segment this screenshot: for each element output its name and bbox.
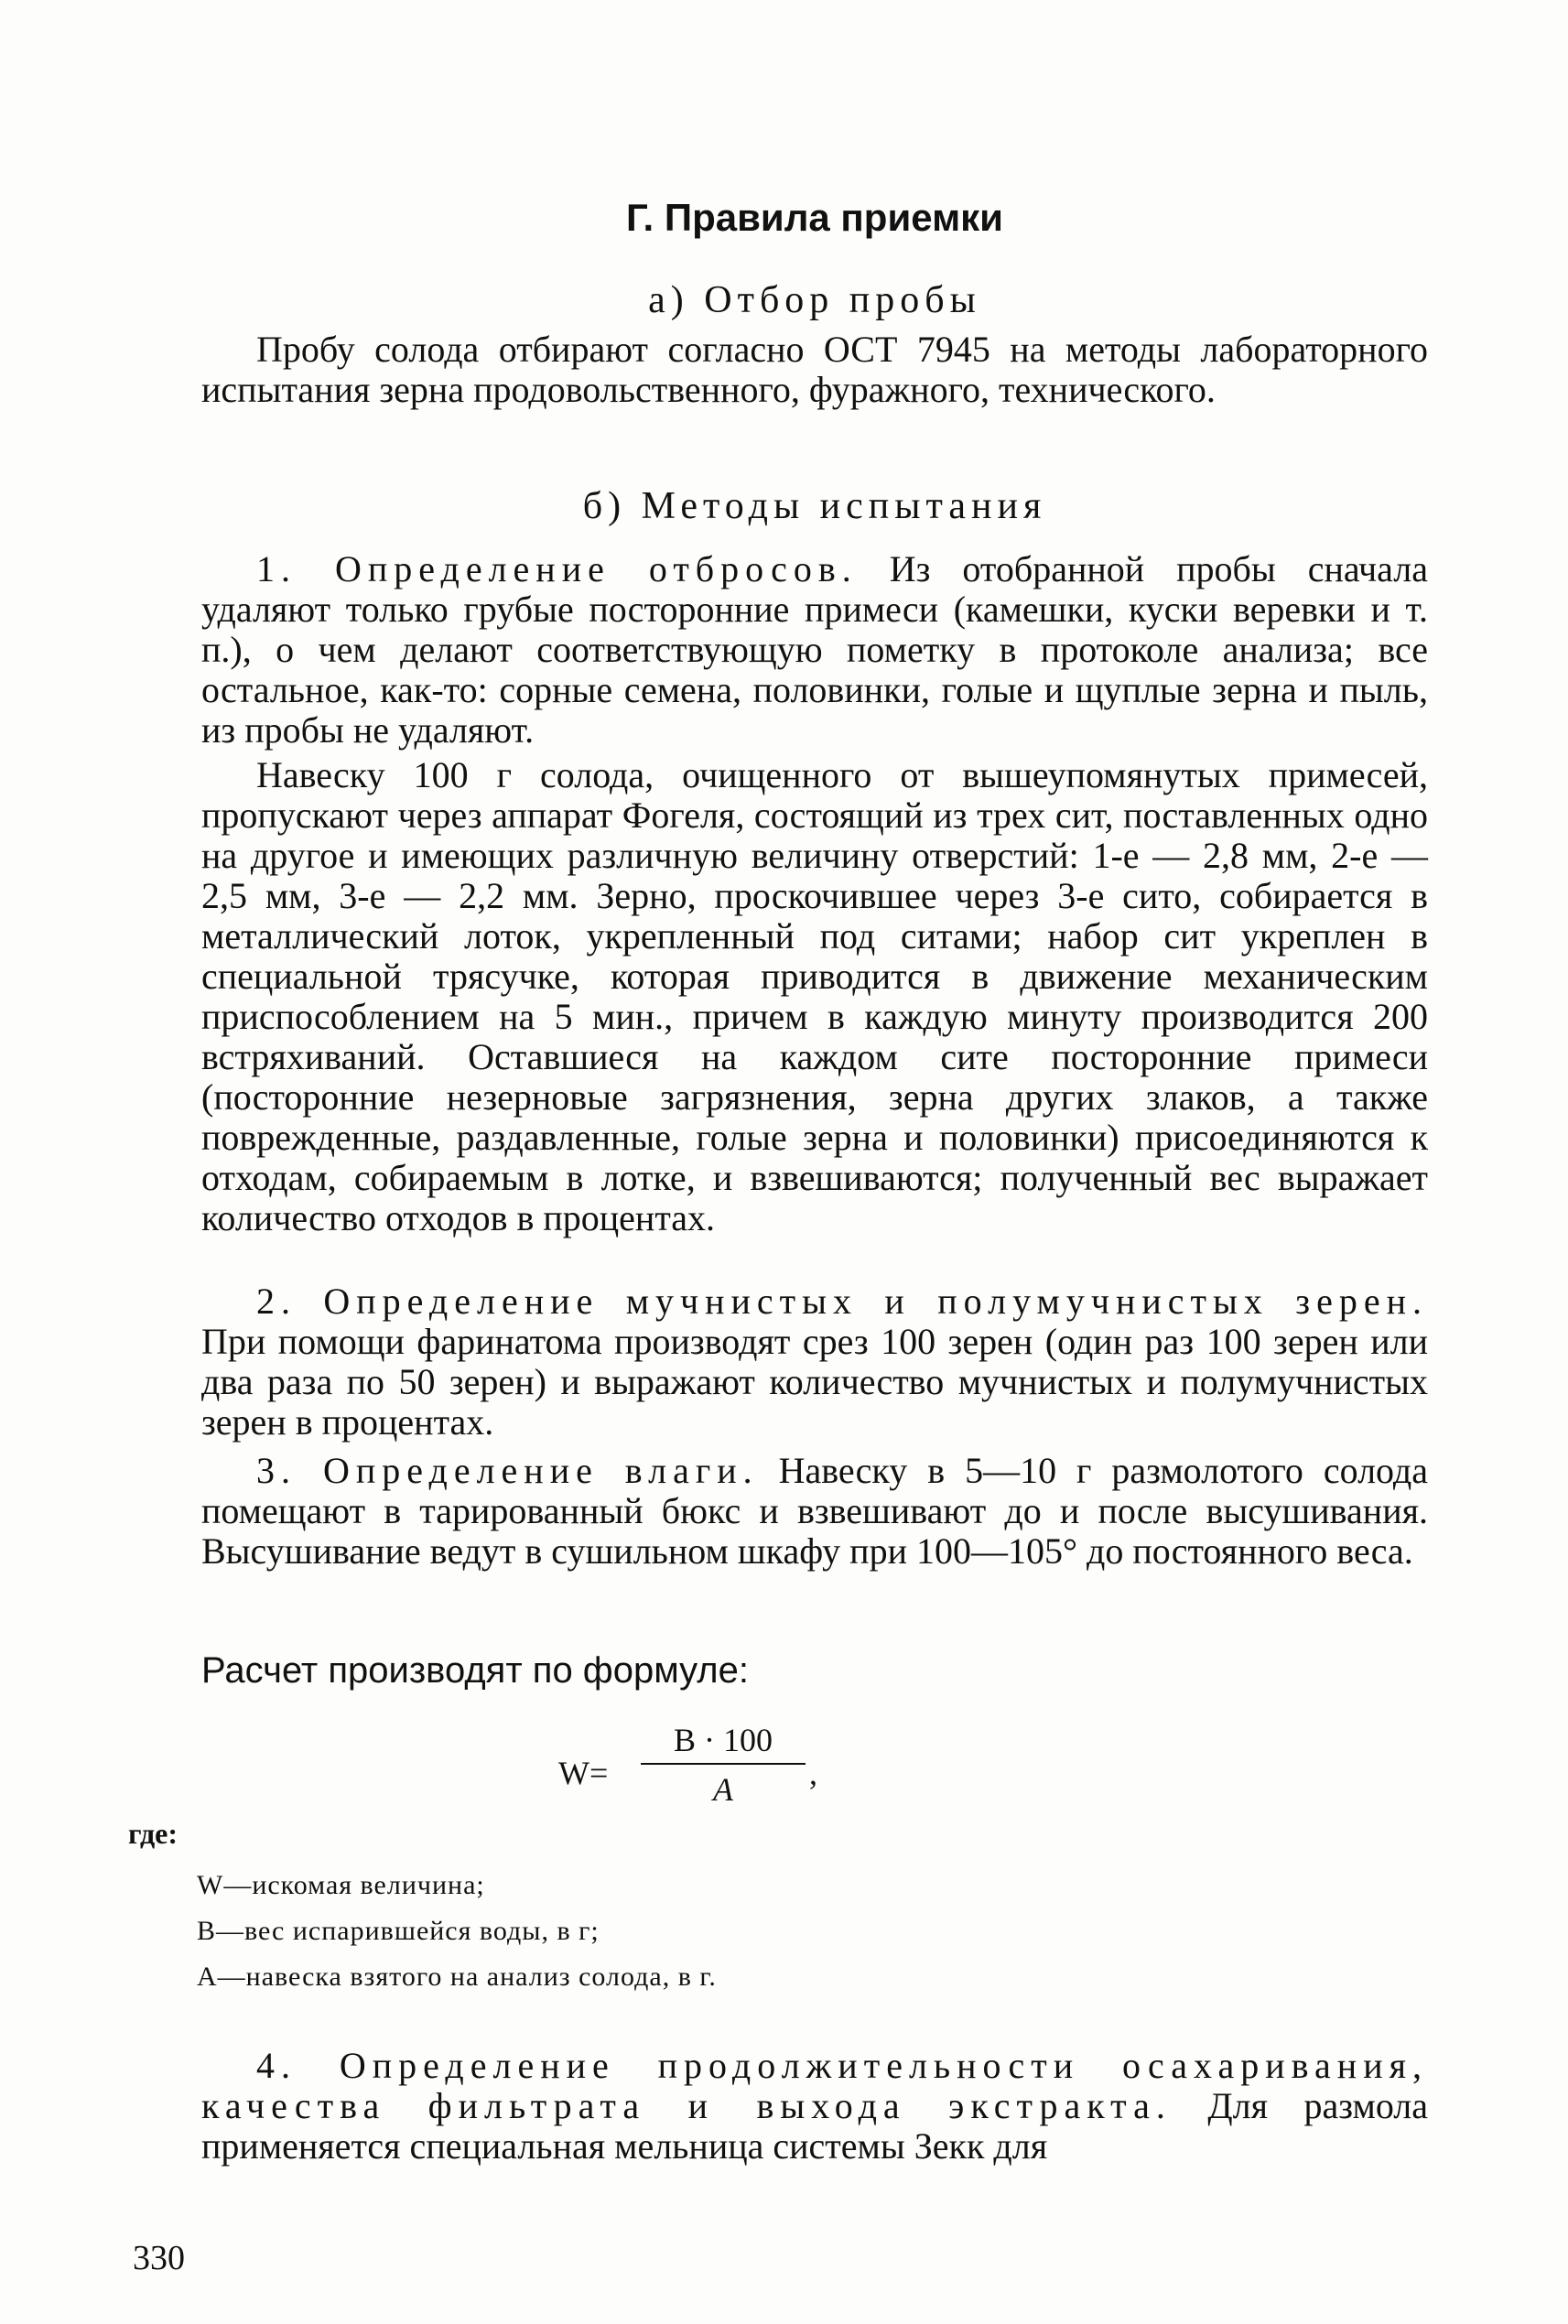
where-label: где: [128,1817,178,1850]
item-4-text: Для размола применяется специальная мельница системы Зекк для [201,2085,1429,2167]
formula-lhs: W= [558,1755,609,1791]
paragraph-sampling: Пробу солода отбирают согласно ОСТ 7945 на методы лабораторного испытания зерна продовольственного, фуражного, технического. [201,329,1428,410]
formula-tail: , [809,1755,817,1791]
item-4-lead: 4. Определение продолжительности осахаривания, качества фильтрата и выхода экстракта. [201,2045,1428,2126]
legend-item: W—искомая величина; [197,1870,485,1900]
section-title: Г. Правила приемки [625,196,1003,239]
page-number: 330 [133,2239,185,2277]
formula-lead: Расчет производят по формуле: [201,1650,749,1691]
paragraph-item-2 [201,1281,1428,1443]
subsection-b-title: б) Методы испытания [582,485,1047,527]
item-3-lead: 3. Определение влаги. [256,1450,759,1491]
fraction-bar [641,1763,806,1765]
paragraph-item-1-continued: Навеску 100 г солода, очищенного от вышеупомянутых примесей, пропускают через аппарат Фогеля, состоящий из трех сит, поставленных одно на другое и имеющих различную величину отверстий: 1-е — 2,8 мм, 2-е — 2,5 мм, 3-е — 2,2 мм. Зерно, проскочившее через 3-е сито, собирается в металлический лоток, укрепленный под ситами; набор сит укреплен в специальной трясучке, которая приводится в движение механическим приспособлением на 5 мин., причем в каждую минуту производится 200 встряхиваний. Оставшиеся на каждом сите посторонние примеси (посторонние незерновые загрязнения, зерна других злаков, а также поврежденные, раздавленные, голые зерна и половинки) присоединяются к отходам, собираемым в лотке, и взвешиваются; полученный вес выражает количество отходов в процентах. [201,754,1428,1238]
item-2-lead: 2. Определение мучнистых и полумучнистых зерен. [256,1281,1428,1322]
moisture-formula [549,1721,842,1821]
paragraph-item-3 [201,1451,1428,1572]
item-1-lead: 1. Определение отбросов. [256,548,858,589]
legend-item: B—вес испарившейся воды, в г; [197,1916,600,1946]
formula-denominator: A [713,1771,733,1808]
item-1-text: Из отобранной пробы сначала удаляют только грубые посторонние примеси (камешки, куски веревки и т. п.), о чем делают соответствующую пометку в протоколе анализа; все остальное, как-то: сорные семена, половинки, голые и щуплые зерна и пыль, из пробы не удаляют. [201,548,1428,751]
item-2-text: При помощи фаринатома производят срез 100 зерен (один раз 100 зерен или два раза по 50 зерен) и выражают количество мучнистых и полумучнистых зерен в процентах. [201,1321,1428,1443]
legend-item: A—навеска взятого на анализ солода, в г. [197,1962,717,1992]
subsection-a-title: а) Отбор пробы [648,279,981,321]
paragraph-item-1 [201,549,1428,751]
formula-numerator: B · 100 [674,1722,773,1758]
item-3-text: Навеску в 5—10 г размолотого солода помещают в тарированный бюкс и взвешивают до и после высушивания. Высушивание ведут в сушильном шкафу при 100—105° до постоянного веса. [201,1450,1429,1572]
paragraph-item-4 [201,2046,1428,2167]
